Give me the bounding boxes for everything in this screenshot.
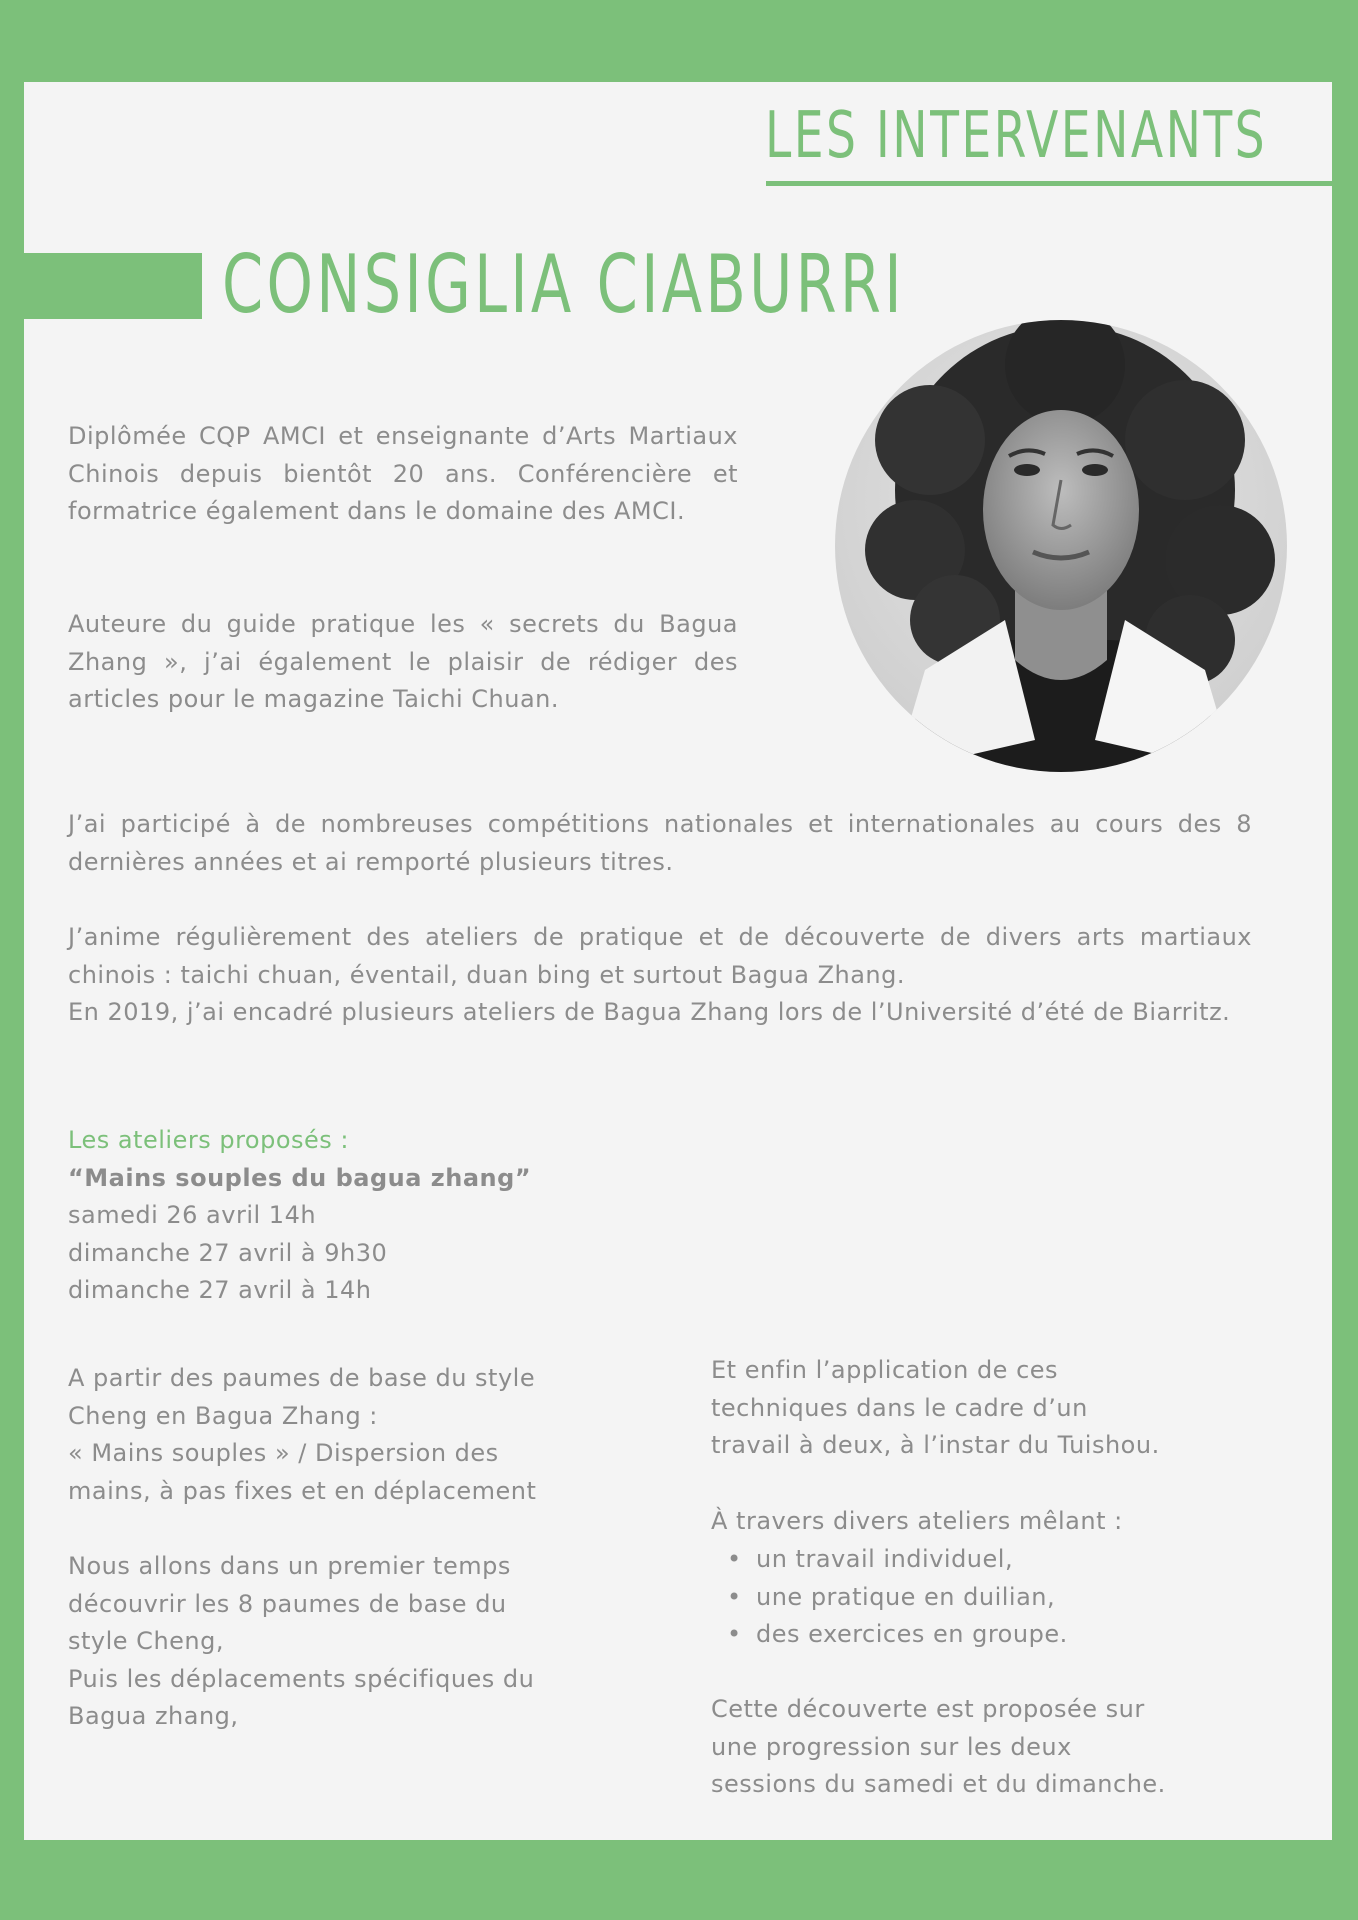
portrait-photo-illustration	[835, 320, 1287, 772]
right-column-paragraph-3	[711, 1691, 1331, 1804]
section-title: LES INTERVENANTS	[765, 99, 1268, 173]
section-title-underline	[766, 181, 1333, 186]
text-line: « Mains souples » / Dispersion des	[68, 1439, 499, 1467]
text-line: découvrir les 8 paumes de base du	[68, 1589, 507, 1618]
text-line: A partir des paumes de base du style	[68, 1364, 536, 1392]
text-line: Puis les déplacements spécifiques du	[68, 1664, 535, 1693]
text-line: Et enfin l’application de ces	[711, 1356, 1059, 1384]
workshop-title: “Mains souples du bagua zhang”	[68, 1164, 532, 1192]
text-line: techniques dans le cadre d’un	[711, 1393, 1088, 1422]
bio-paragraph-2: Auteure du guide pratique les « secrets du Bagua Zhang », j’ai également le plaisir de rédiger des articles pour le magazine Taichi Chuan.	[68, 610, 738, 713]
bio-paragraph-4: J’anime régulièrement des ateliers de pratique et de découverte de divers arts martiaux chinois : taichi chuan, éventail, duan bing et surtout Bagua Zhang.	[68, 923, 1252, 989]
right-column-intro: À travers divers ateliers mêlant :	[711, 1507, 1123, 1535]
bio-paragraph-1: Diplômée CQP AMCI et enseignante d’Arts Martiaux Chinois depuis bientôt 20 ans. Conférencière et formatrice également dans le domaine des AMCI.	[68, 422, 738, 525]
bio-paragraph-3: J’ai participé à de nombreuses compétitions nationales et internationales au cours des 8 dernières années et ai remporté plusieurs titres.	[68, 810, 1252, 876]
list-item: • des exercices en groupe.	[711, 1616, 1331, 1654]
name-accent-bar	[24, 253, 202, 319]
text-line: une progression sur les deux	[711, 1732, 1072, 1761]
left-column-paragraph-1	[68, 1360, 668, 1510]
workshop-date: dimanche 27 avril à 14h	[68, 1276, 372, 1304]
workshop-date: dimanche 27 avril à 9h30	[68, 1239, 388, 1267]
bio-paragraph-5: En 2019, j’ai encadré plusieurs ateliers de Bagua Zhang lors de l’Université d’été de Biarritz.	[68, 998, 1231, 1026]
workshops-heading: Les ateliers proposés :	[68, 1126, 349, 1154]
text-line: travail à deux, à l’instar du Tuishou.	[711, 1431, 1160, 1459]
right-column-paragraph-1	[711, 1352, 1331, 1465]
text-line: style Cheng,	[68, 1627, 224, 1655]
text-line: Bagua zhang,	[68, 1702, 239, 1730]
text-line: Cheng en Bagua Zhang :	[68, 1401, 378, 1430]
left-column-paragraph-2	[68, 1548, 668, 1736]
list-item: • un travail individuel,	[711, 1541, 1331, 1579]
list-item: • une pratique en duilian,	[711, 1579, 1331, 1617]
workshop-date: samedi 26 avril 14h	[68, 1201, 317, 1229]
workshop-formats-list	[711, 1541, 1331, 1654]
speaker-name: CONSIGLIA CIABURRI	[222, 238, 905, 331]
text-line: sessions du samedi et du dimanche.	[711, 1770, 1166, 1798]
speaker-portrait	[835, 320, 1287, 772]
text-line: Nous allons dans un premier temps	[68, 1552, 511, 1580]
text-line: Cette découverte est proposée sur	[711, 1695, 1145, 1723]
text-line: mains, à pas fixes et en déplacement	[68, 1476, 537, 1505]
